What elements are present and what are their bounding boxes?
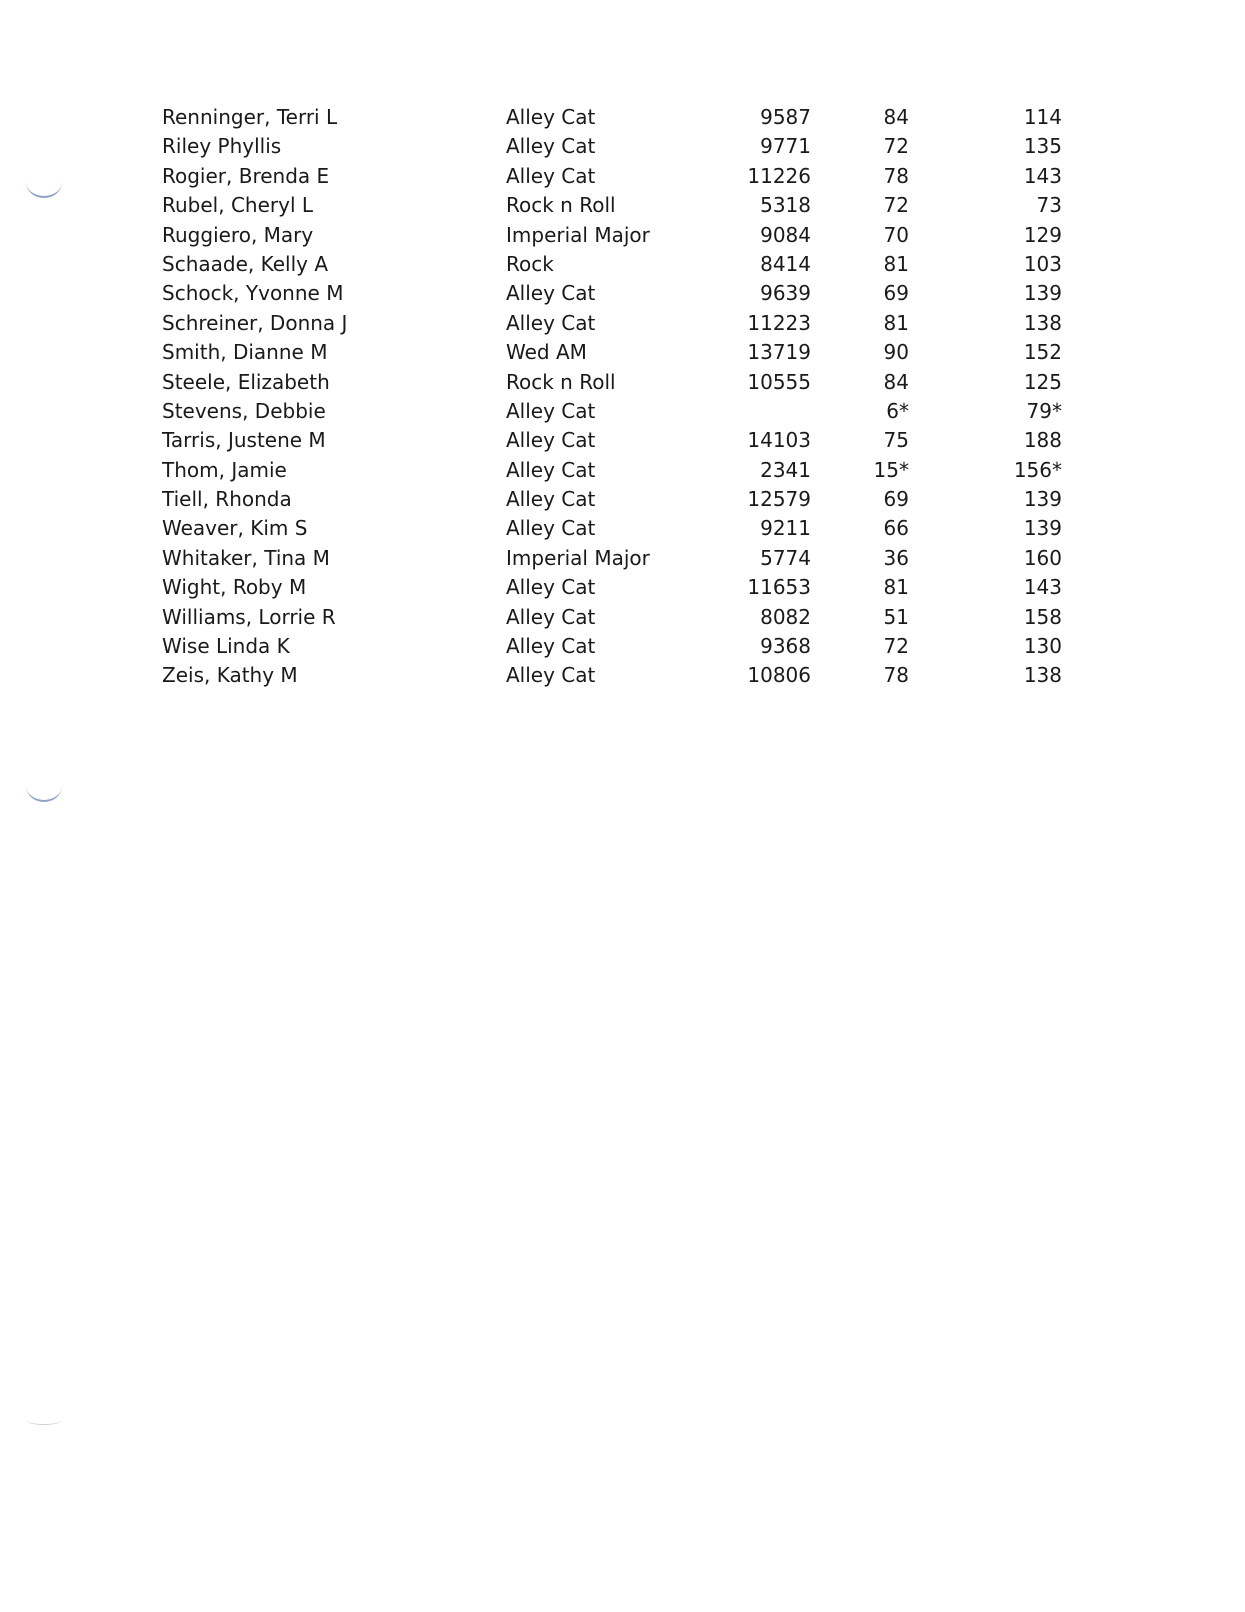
table-row [0, 514, 1245, 543]
table-row [0, 632, 1245, 661]
value-column-4: 78 [883, 663, 909, 688]
value-column-4: 75 [883, 428, 909, 453]
table-row [0, 397, 1245, 426]
table-row [0, 103, 1245, 132]
table-row [0, 573, 1245, 602]
bowler-name: Stevens, Debbie [162, 398, 326, 423]
value-column-5: 138 [1023, 663, 1062, 688]
value-column-5: 138 [1023, 310, 1062, 335]
value-column-3: 11223 [747, 310, 811, 335]
value-column-5: 143 [1023, 163, 1062, 188]
value-column-3: 12579 [747, 487, 811, 512]
value-column-5: 139 [1023, 487, 1062, 512]
league-name: Alley Cat [506, 398, 596, 423]
league-name: Alley Cat [506, 163, 596, 188]
value-column-4: 36 [883, 545, 909, 570]
value-column-4: 70 [883, 222, 909, 247]
value-column-3: 9084 [760, 222, 811, 247]
table-row [0, 456, 1245, 485]
league-name: Alley Cat [506, 575, 596, 600]
value-column-5: 160 [1023, 545, 1062, 570]
bowler-name: Williams, Lorrie R [162, 604, 336, 629]
value-column-3: 2341 [760, 457, 811, 482]
table-row [0, 661, 1245, 690]
league-name: Alley Cat [506, 487, 596, 512]
league-name: Alley Cat [506, 281, 596, 306]
value-column-5: 130 [1023, 634, 1062, 659]
league-name: Rock [506, 251, 554, 276]
value-column-4: 69 [883, 487, 909, 512]
value-column-5: 135 [1023, 134, 1062, 159]
value-column-5: 158 [1023, 604, 1062, 629]
league-name: Alley Cat [506, 604, 596, 629]
table-row [0, 250, 1245, 279]
league-name: Imperial Major [506, 545, 650, 570]
value-column-3: 5318 [760, 193, 811, 218]
punch-hole-shadow [26, 786, 62, 802]
value-column-3: 5774 [760, 545, 811, 570]
value-column-4: 81 [883, 575, 909, 600]
table-row [0, 279, 1245, 308]
value-column-5: 103 [1023, 251, 1062, 276]
bowler-name: Wise Linda K [162, 634, 290, 659]
value-column-4: 72 [883, 634, 909, 659]
bowler-name: Smith, Dianne M [162, 340, 328, 365]
table-row [0, 132, 1245, 161]
bowler-name: Weaver, Kim S [162, 516, 308, 541]
value-column-4: 72 [883, 193, 909, 218]
value-column-3: 11653 [747, 575, 811, 600]
value-column-3: 10555 [747, 369, 811, 394]
league-name: Alley Cat [506, 428, 596, 453]
bowler-name: Schreiner, Donna J [162, 310, 348, 335]
bowler-name: Schaade, Kelly A [162, 251, 329, 276]
value-column-5: 79* [1026, 398, 1062, 423]
table-row [0, 368, 1245, 397]
value-column-5: 73 [1036, 193, 1062, 218]
bowler-name: Renninger, Terri L [162, 105, 338, 129]
value-column-5: 139 [1023, 516, 1062, 541]
table-row [0, 426, 1245, 455]
value-column-5: 125 [1023, 369, 1062, 394]
value-column-4: 84 [883, 105, 909, 129]
value-column-5: 129 [1023, 222, 1062, 247]
value-column-4: 90 [883, 340, 909, 365]
bowler-name: Rubel, Cheryl L [162, 193, 314, 218]
league-name: Alley Cat [506, 457, 596, 482]
table-row [0, 338, 1245, 367]
value-column-4: 84 [883, 369, 909, 394]
value-column-3: 9587 [760, 105, 811, 129]
league-name: Imperial Major [506, 222, 650, 247]
value-column-4: 81 [883, 251, 909, 276]
bowler-name: Tarris, Justene M [162, 428, 326, 453]
value-column-4: 51 [883, 604, 909, 629]
value-column-5: 114 [1023, 105, 1062, 129]
value-column-3: 9211 [760, 516, 811, 541]
value-column-3: 14103 [747, 428, 811, 453]
bowler-name: Wight, Roby M [162, 575, 307, 600]
league-name: Alley Cat [506, 663, 596, 688]
value-column-5: 156* [1013, 457, 1062, 482]
value-column-4: 81 [883, 310, 909, 335]
value-column-3: 9368 [760, 634, 811, 659]
value-column-5: 152 [1023, 340, 1062, 365]
league-name: Alley Cat [506, 105, 596, 129]
value-column-4: 15* [873, 457, 909, 482]
league-name: Rock n Roll [506, 369, 616, 394]
bowler-name: Ruggiero, Mary [162, 222, 314, 247]
league-name: Alley Cat [506, 134, 596, 159]
table-row [0, 221, 1245, 250]
table-row [0, 191, 1245, 220]
value-column-3: 13719 [747, 340, 811, 365]
bowler-name: Riley Phyllis [162, 134, 282, 159]
bowler-name: Rogier, Brenda E [162, 163, 330, 188]
bowler-roster-table [0, 103, 1245, 691]
bowler-name: Zeis, Kathy M [162, 663, 298, 688]
league-name: Alley Cat [506, 310, 596, 335]
table-row [0, 309, 1245, 338]
value-column-5: 139 [1023, 281, 1062, 306]
bowler-name: Thom, Jamie [162, 457, 287, 482]
value-column-3: 8082 [760, 604, 811, 629]
value-column-3: 9639 [760, 281, 811, 306]
value-column-3: 11226 [747, 163, 811, 188]
value-column-4: 69 [883, 281, 909, 306]
value-column-5: 143 [1023, 575, 1062, 600]
league-name: Rock n Roll [506, 193, 616, 218]
table-row [0, 603, 1245, 632]
league-name: Alley Cat [506, 634, 596, 659]
table-row [0, 544, 1245, 573]
value-column-4: 72 [883, 134, 909, 159]
value-column-4: 78 [883, 163, 909, 188]
bowler-name: Tiell, Rhonda [162, 487, 292, 512]
value-column-3: 9771 [760, 134, 811, 159]
value-column-3: 10806 [747, 663, 811, 688]
value-column-3: 8414 [760, 251, 811, 276]
value-column-5: 188 [1023, 428, 1062, 453]
table-row [0, 485, 1245, 514]
bowler-name: Steele, Elizabeth [162, 369, 330, 394]
league-name: Wed AM [506, 340, 587, 365]
table-row [0, 162, 1245, 191]
bowler-name: Schock, Yvonne M [162, 281, 344, 306]
bowler-name: Whitaker, Tina M [162, 545, 330, 570]
value-column-4: 6* [886, 398, 909, 423]
value-column-4: 66 [883, 516, 909, 541]
punch-hole-shadow [26, 1420, 62, 1425]
league-name: Alley Cat [506, 516, 596, 541]
